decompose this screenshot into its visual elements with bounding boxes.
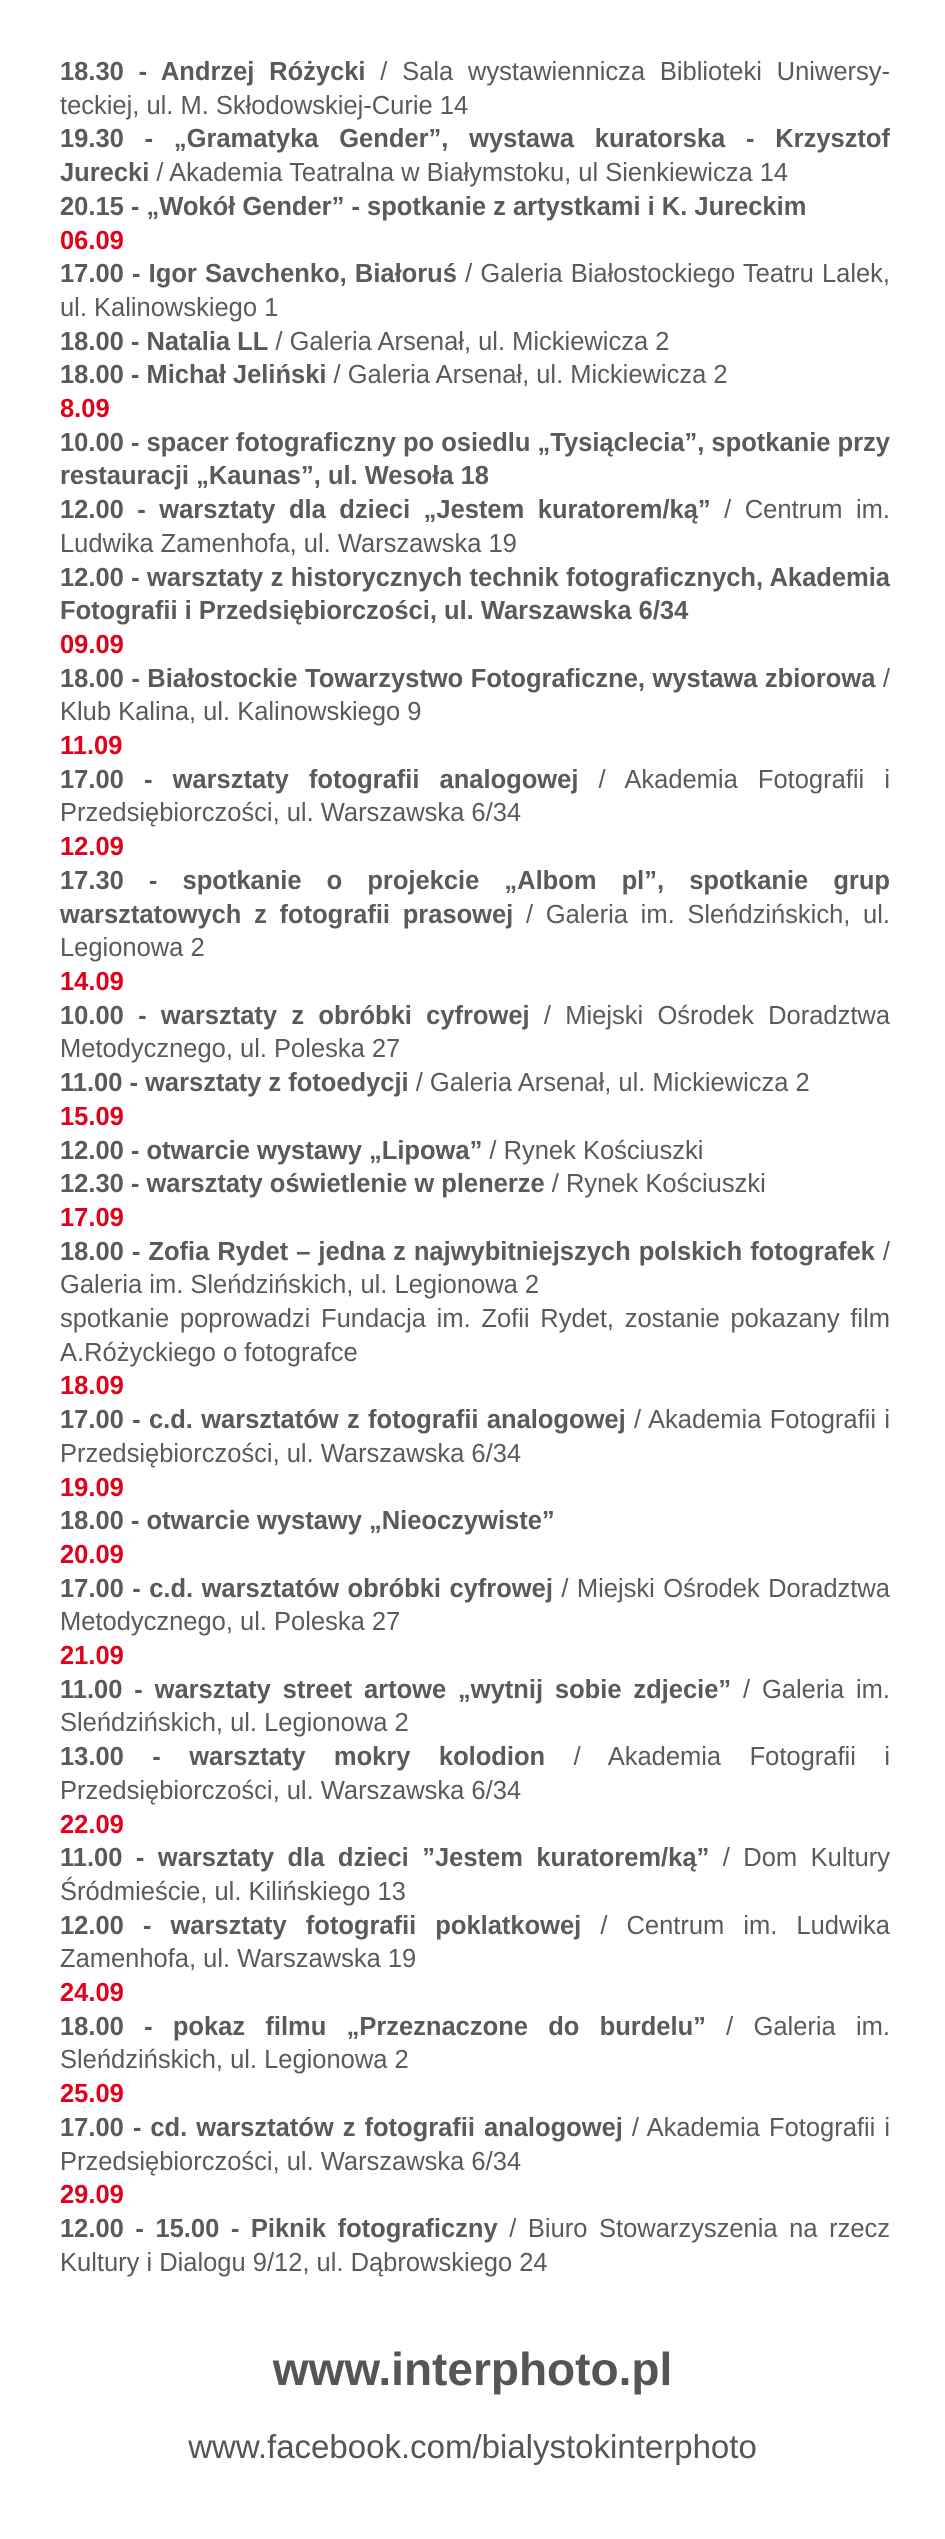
event-title: 19.30 - „Gramatyka Gender”, wystawa kuratorska - Krzysztof Jurecki	[60, 125, 890, 188]
facebook-url[interactable]: www.facebook.com/bialystokinterphoto	[188, 2428, 757, 2465]
event-title: 18.00 - Białostockie Towarzystwo Fotograficzne, wystawa zbiorowa	[60, 664, 876, 693]
date-label: 21.09	[60, 1642, 124, 1671]
date-heading	[60, 1809, 890, 1843]
event-venue: / Sala wystawiennicza Biblioteki Uniwersy-teckiej, ul. M. Skłodowskiej-Curie 14	[60, 58, 891, 120]
event-venue: / Akademia Teatralna w Białymstoku, ul Sienkiewicza 14	[149, 159, 789, 188]
date-label: 29.09	[60, 2181, 124, 2210]
date-label: 17.09	[60, 1203, 124, 1232]
date-label: 18.09	[60, 1372, 124, 1401]
date-label: 20.09	[60, 1540, 124, 1569]
date-label: 14.09	[60, 967, 124, 996]
event-entry	[60, 1135, 890, 1169]
event-title: 12.00 - warsztaty fotografii poklatkowej	[60, 1911, 582, 1940]
event-entry	[60, 2213, 890, 2280]
event-entry	[60, 56, 890, 123]
event-title: 17.30 - spotkanie o projekcie „Albom pl”, spotkanie grup warsztatowych z fotografii prasowej	[60, 866, 890, 929]
event-venue: / Akademia Fotografii i Przedsiębiorczości, ul. Warszawska 6/34	[60, 1406, 890, 1468]
event-venue: / Akademia Fotografii i Przedsiębiorczości, ul. Warszawska 6/34	[60, 765, 891, 828]
date-heading	[60, 2179, 890, 2213]
event-venue: / Galeria im. Sleńdzińskich, ul. Legionowa 2	[60, 2012, 890, 2075]
event-title: 12.30 - warsztaty oświetlenie w plenerze	[60, 1170, 545, 1199]
event-venue: / Galeria im. Sleńdzińskich, ul. Legionowa 2	[60, 1237, 890, 1300]
date-heading	[60, 730, 890, 764]
date-heading	[60, 1640, 890, 1674]
event-title: 18.00 - Michał Jeliński	[60, 361, 327, 390]
event-venue: / Centrum im. Ludwika Zamenhofa, ul. Warszawska 19	[60, 496, 890, 558]
date-label: 15.09	[60, 1102, 124, 1131]
event-title: 17.00 - Igor Savchenko, Białoruś	[60, 260, 457, 289]
date-heading	[60, 1977, 890, 2011]
date-label: 11.09	[60, 732, 123, 761]
date-label: 06.09	[60, 226, 124, 255]
event-entry	[60, 1842, 890, 1909]
event-venue: / Miejski Ośrodek Doradztwa Metodycznego, ul. Poleska 27	[60, 1001, 890, 1064]
event-entry	[60, 123, 890, 190]
event-venue: / Galeria im. Sleńdzińskich, ul. Legionowa 2	[60, 1675, 891, 1738]
date-heading	[60, 393, 890, 427]
event-title: 17.00 - cd. warsztatów z fotografii analogowej	[60, 2113, 623, 2142]
date-heading	[60, 629, 890, 663]
event-entry	[60, 1168, 890, 1202]
event-title: 18.30 - Andrzej Różycki	[60, 58, 366, 86]
event-venue: / Akademia Fotografii i Przedsiębiorczości, ul. Warszawska 6/34	[60, 2113, 890, 2176]
event-entry	[60, 1573, 890, 1640]
event-entry	[60, 1505, 890, 1539]
event-entry	[60, 865, 890, 966]
event-entry	[60, 1404, 890, 1471]
event-venue: / Galeria im. Sleńdzińskich, ul. Legionowa 2	[60, 900, 890, 963]
date-label: 12.09	[60, 833, 124, 862]
date-label: 09.09	[60, 630, 124, 659]
event-entry	[60, 2112, 890, 2179]
event-entry	[60, 359, 890, 393]
event-entry	[60, 1236, 890, 1303]
event-title: 12.00 - warsztaty z historycznych technik fotograficznych, Akademia Fotografii i Przedsiębiorczości, ul. Warszawska 6/34	[60, 563, 890, 626]
event-title: 11.00 - warsztaty street artowe „wytnij sobie zdjecie”	[60, 1675, 732, 1704]
date-heading	[60, 1472, 890, 1506]
event-title: 11.00 - warsztaty dla dzieci ”Jestem kuratorem/ką”	[60, 1844, 710, 1873]
date-heading	[60, 1370, 890, 1404]
event-entry	[60, 1000, 890, 1067]
event-entry	[60, 1303, 890, 1370]
event-title: 12.00 - otwarcie wystawy „Lipowa”	[60, 1136, 483, 1165]
event-venue: / Galeria Arsenał, ul. Mickiewicza 2	[408, 1069, 810, 1098]
event-venue: / Dom Kultury Śródmieście, ul. Kilińskiego 13	[60, 1844, 890, 1906]
event-entry	[60, 1910, 890, 1977]
date-heading	[60, 1202, 890, 1236]
date-label: 25.09	[60, 2080, 124, 2109]
event-schedule	[60, 56, 890, 2280]
event-entry	[60, 258, 890, 325]
event-entry	[60, 427, 890, 494]
event-venue: / Rynek Kościuszki	[544, 1170, 766, 1199]
event-title: 18.00 - otwarcie wystawy „Nieoczywiste”	[60, 1507, 555, 1536]
event-entry	[60, 2011, 890, 2078]
event-entry	[60, 326, 890, 360]
date-heading	[60, 966, 890, 1000]
date-heading	[60, 225, 890, 259]
date-label: 22.09	[60, 1810, 124, 1839]
event-venue: / Centrum im. Ludwika Zamenhofa, ul. Warszawska 19	[60, 1911, 890, 1974]
event-entry	[60, 191, 890, 225]
event-title: 12.00 - 15.00 - Piknik fotograficzny	[60, 2215, 498, 2243]
event-title: 18.00 - Natalia LL	[60, 327, 269, 356]
event-entry	[60, 764, 890, 831]
event-entry	[60, 1674, 890, 1741]
event-title: 13.00 - warsztaty mokry kolodion	[60, 1743, 546, 1772]
event-venue: / Rynek Kościuszki	[482, 1136, 704, 1165]
event-title: 17.00 - warsztaty fotografii analogowej	[60, 765, 579, 794]
event-venue: / Galeria Białostockiego Teatru Lalek, ul. Kalinowskiego 1	[60, 260, 890, 322]
date-label: 8.09	[60, 395, 110, 424]
date-heading	[60, 831, 890, 865]
event-venue: / Biuro Stowarzyszenia na rzecz Kultury i Dialogu 9/12, ul. Dąbrowskiego 24	[60, 2215, 891, 2277]
date-heading	[60, 2078, 890, 2112]
date-label: 19.09	[60, 1473, 124, 1502]
date-label: 24.09	[60, 1979, 124, 2008]
event-entry	[60, 1741, 890, 1808]
event-title: 17.00 - c.d. warsztatów z fotografii analogowej	[60, 1406, 626, 1435]
event-entry	[60, 494, 890, 561]
event-venue: / Klub Kalina, ul. Kalinowskiego 9	[60, 664, 890, 727]
event-venue: / Galeria Arsenał, ul. Mickiewicza 2	[268, 327, 670, 356]
event-title: 18.00 - pokaz filmu „Przeznaczone do burdelu”	[60, 2012, 706, 2041]
event-venue: / Akademia Fotografii i Przedsiębiorczości, ul. Warszawska 6/34	[60, 1743, 890, 1805]
date-heading	[60, 1101, 890, 1135]
event-title: 10.00 - spacer fotograficzny po osiedlu „Tysiąclecia”, spotkanie przy restauracji „Kaunas”, ul. Wesoła 18	[60, 428, 890, 491]
website-url[interactable]: www.interphoto.pl	[272, 2343, 673, 2395]
event-title: 12.00 - warsztaty dla dzieci „Jestem kuratorem/ką”	[60, 496, 711, 525]
event-title: 11.00 - warsztaty z fotoedycji	[60, 1069, 409, 1098]
event-title: 10.00 - warsztaty z obróbki cyfrowej	[60, 1001, 530, 1030]
event-entry	[60, 562, 890, 629]
event-entry	[60, 663, 890, 730]
event-venue: / Miejski Ośrodek Doradztwa Metodycznego, ul. Poleska 27	[60, 1574, 890, 1637]
event-venue: spotkanie poprowadzi Fundacja im. Zofii Rydet, zostanie pokazany film A.Różyckiego o fotografce	[60, 1305, 890, 1367]
event-entry	[60, 1067, 890, 1101]
event-title: 18.00 - Zofia Rydet – jedna z najwybitniejszych polskich fotografek	[60, 1237, 875, 1266]
date-heading	[60, 1539, 890, 1573]
event-title: 17.00 - c.d. warsztatów obróbki cyfrowej	[60, 1574, 553, 1603]
event-title: 20.15 - „Wokół Gender” - spotkanie z artystkami i K. Jureckim	[60, 192, 807, 221]
event-venue: / Galeria Arsenał, ul. Mickiewicza 2	[326, 361, 728, 390]
